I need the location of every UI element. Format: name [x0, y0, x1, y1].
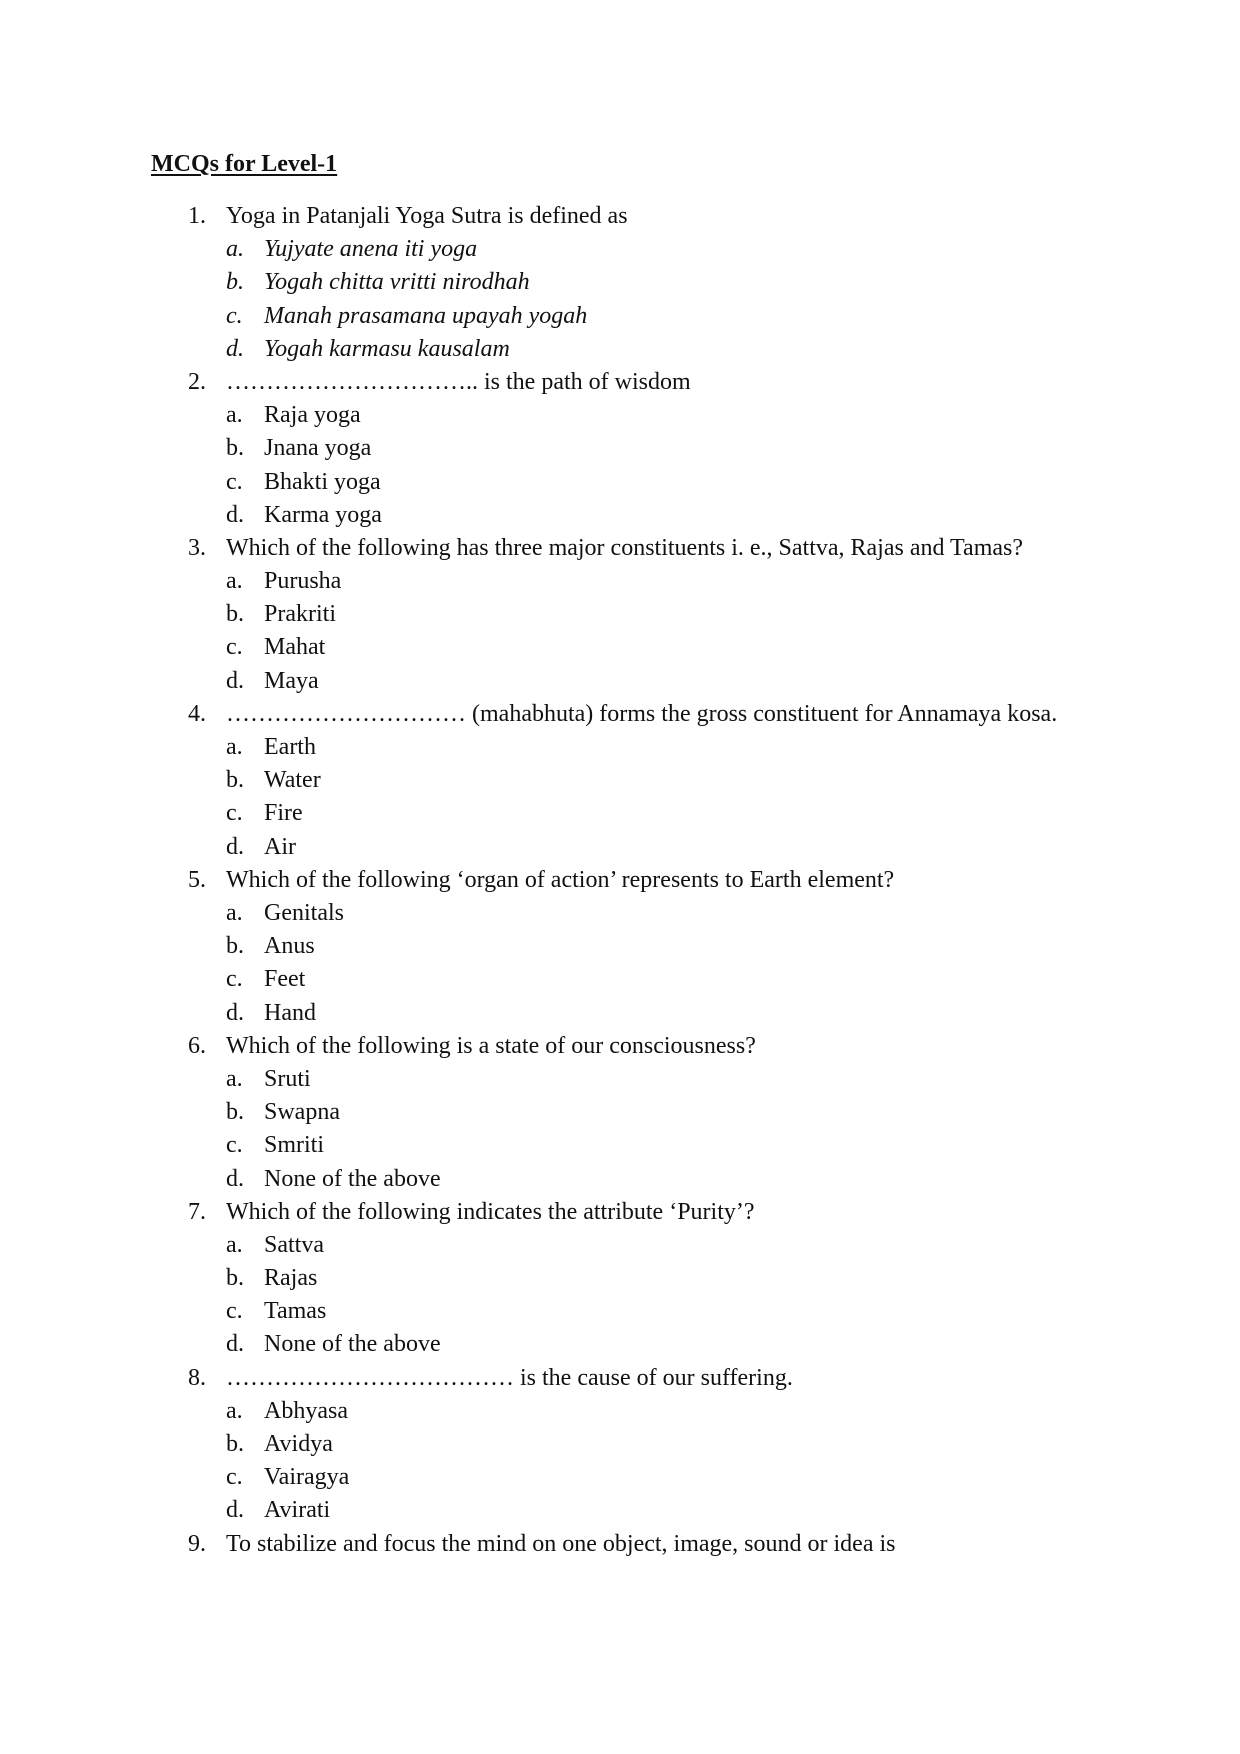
option-list [0, 565, 1240, 698]
option-text: None of the above [264, 1165, 441, 1192]
question-text: Which of the following is a state of our consciousness? [226, 1032, 756, 1059]
option-letter: d. [226, 335, 244, 362]
option-item [0, 897, 1240, 930]
question-text: Yoga in Patanjali Yoga Sutra is defined as [226, 203, 628, 229]
question-list [0, 200, 1240, 1561]
option-list [0, 233, 1240, 366]
option-item [0, 731, 1240, 764]
option-item [0, 797, 1240, 830]
page-title: MCQs for Level-1 [151, 151, 338, 177]
option-text: Avidya [264, 1431, 333, 1458]
option-text: Raja yoga [264, 402, 361, 429]
option-item [0, 233, 1240, 266]
question-item [0, 532, 1240, 698]
question-item [0, 1196, 1240, 1362]
option-letter: c. [226, 966, 243, 993]
option-item [0, 1063, 1240, 1096]
option-letter: b. [226, 269, 244, 296]
option-text: Avirati [264, 1497, 331, 1524]
option-item [0, 499, 1240, 532]
option-text: Water [264, 767, 321, 794]
option-item [0, 997, 1240, 1030]
option-letter: d. [226, 1331, 244, 1358]
option-item [0, 831, 1240, 864]
option-item [0, 1461, 1240, 1494]
option-text: Feet [264, 966, 306, 993]
option-text: Swapna [264, 1099, 340, 1126]
option-item [0, 1096, 1240, 1129]
option-item [0, 631, 1240, 664]
option-text: Earth [264, 734, 316, 761]
option-item [0, 333, 1240, 366]
question-number: 2. [188, 368, 206, 395]
option-item [0, 266, 1240, 299]
question-number: 1. [188, 203, 206, 229]
option-list [0, 399, 1240, 532]
option-item [0, 432, 1240, 465]
option-letter: b. [226, 767, 244, 794]
option-list [0, 731, 1240, 864]
option-letter: a. [226, 568, 243, 595]
option-text: Abhyasa [264, 1397, 348, 1424]
option-letter: d. [226, 999, 244, 1026]
option-item [0, 598, 1240, 631]
option-item [0, 930, 1240, 963]
option-letter: a. [226, 734, 243, 761]
option-item [0, 466, 1240, 499]
option-item [0, 565, 1240, 598]
question-item [0, 366, 1240, 532]
option-item [0, 1395, 1240, 1428]
option-text: Mahat [264, 634, 326, 661]
option-text: Manah prasamana upayah yogah [264, 302, 588, 329]
question-item [0, 1362, 1240, 1528]
option-text: Karma yoga [264, 501, 382, 528]
option-list [0, 1395, 1240, 1528]
option-item [0, 1163, 1240, 1196]
option-text: Purusha [264, 568, 342, 595]
option-item [0, 764, 1240, 797]
option-letter: c. [226, 302, 243, 329]
question-item [0, 698, 1240, 864]
option-item [0, 963, 1240, 996]
option-text: Genitals [264, 900, 344, 927]
question-item [0, 1030, 1240, 1196]
option-text: Jnana yoga [264, 435, 372, 462]
option-item [0, 1428, 1240, 1461]
option-text: Prakriti [264, 601, 336, 628]
question-number: 4. [188, 700, 206, 727]
option-text: Sattva [264, 1231, 324, 1258]
option-item [0, 1494, 1240, 1527]
option-item [0, 1262, 1240, 1295]
question-text: Which of the following has three major constituents i. e., Sattva, Rajas and Tamas? [226, 534, 1024, 561]
question-number: 7. [188, 1198, 206, 1225]
option-item [0, 300, 1240, 333]
option-item [0, 1328, 1240, 1361]
option-text: Anus [264, 933, 315, 960]
option-letter: b. [226, 1431, 244, 1458]
option-text: Rajas [264, 1265, 318, 1292]
question-item [0, 1528, 1240, 1561]
option-letter: b. [226, 435, 244, 462]
option-letter: a. [226, 1231, 243, 1258]
option-letter: d. [226, 501, 244, 528]
option-text: Sruti [264, 1065, 311, 1092]
option-item [0, 1229, 1240, 1262]
option-letter: a. [226, 900, 243, 927]
option-text: Tamas [264, 1298, 327, 1325]
question-number: 6. [188, 1032, 206, 1059]
option-letter: d. [226, 1165, 244, 1192]
option-letter: b. [226, 601, 244, 628]
option-text: Yogah karmasu kausalam [264, 335, 510, 362]
question-text: To stabilize and focus the mind on one object, image, sound or idea is [226, 1530, 896, 1557]
option-letter: c. [226, 800, 243, 827]
option-text: Yogah chitta vritti nirodhah [264, 269, 530, 296]
question-number: 8. [188, 1364, 206, 1391]
option-list [0, 897, 1240, 1030]
option-item [0, 665, 1240, 698]
option-letter: c. [226, 1132, 243, 1159]
question-text: ……………………………… is the cause of our suffering. [226, 1364, 793, 1391]
option-letter: d. [226, 833, 244, 860]
option-letter: a. [226, 1065, 243, 1092]
question-number: 3. [188, 534, 206, 561]
option-letter: d. [226, 1497, 244, 1524]
option-letter: d. [226, 667, 244, 694]
option-letter: b. [226, 1265, 244, 1292]
option-text: Vairagya [264, 1464, 350, 1491]
option-text: Yujyate anena iti yoga [264, 236, 478, 263]
question-text: ………………………….. is the path of wisdom [226, 368, 691, 395]
option-letter: b. [226, 1099, 244, 1126]
option-letter: b. [226, 933, 244, 960]
question-text: Which of the following indicates the attribute ‘Purity’? [226, 1198, 755, 1225]
question-text: Which of the following ‘organ of action’ represents to Earth element? [226, 866, 895, 893]
option-letter: a. [226, 1397, 243, 1424]
option-text: Maya [264, 667, 319, 694]
option-list [0, 1229, 1240, 1362]
option-letter: c. [226, 1464, 243, 1491]
option-list [0, 1063, 1240, 1196]
option-item [0, 399, 1240, 432]
option-text: Fire [264, 800, 303, 827]
question-number: 9. [188, 1530, 206, 1557]
option-text: Bhakti yoga [264, 468, 381, 495]
question-item [0, 200, 1240, 366]
option-item [0, 1295, 1240, 1328]
option-letter: c. [226, 1298, 243, 1325]
option-text: Air [264, 833, 296, 860]
question-item [0, 864, 1240, 1030]
option-text: None of the above [264, 1331, 441, 1358]
option-letter: a. [226, 236, 244, 263]
option-letter: c. [226, 634, 243, 661]
question-text: ………………………… (mahabhuta) forms the gross constituent for Annamaya kosa. [226, 700, 1058, 727]
option-text: Smriti [264, 1132, 325, 1159]
option-item [0, 1129, 1240, 1162]
option-letter: c. [226, 468, 243, 495]
option-text: Hand [264, 999, 316, 1026]
option-letter: a. [226, 402, 243, 429]
question-number: 5. [188, 866, 206, 893]
